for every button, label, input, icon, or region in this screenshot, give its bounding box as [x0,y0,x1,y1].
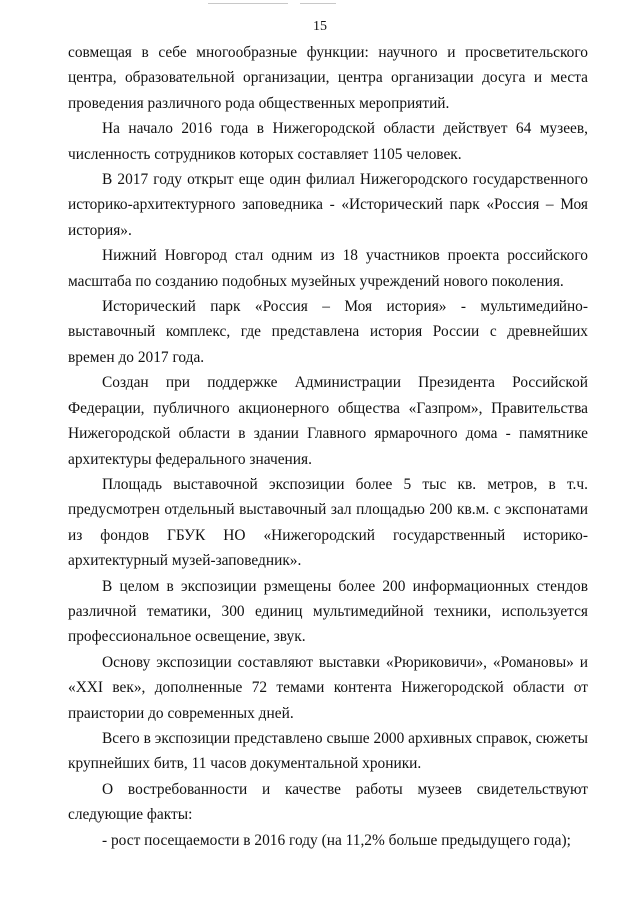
paragraph-stands: В целом в экспозиции рзмещены более 200 информационных стендов различной тематики, 300 единиц мультимедийной техники, используется профессиональное освещение, звук. [68,577,588,646]
paragraph-facts-intro: О востребованности и качестве работы музеев свидетельствуют следующие факты: [68,780,588,824]
paragraph-support: Создан при поддержке Администрации Президента Российской Федерации, публичного акционерного общества «Газпром», Правительства Нижегородской области в здании Главного ярмарочного дома - памятнике архитектуры федерального значения. [68,374,588,468]
paragraph-exhibition-area: Площадь выставочной экспозиции более 5 тыс кв. метров, в т.ч. предусмотрен отдельный выставочный зал площадью 200 кв.м. с экспонатами из фондов ГБУК НО «Нижегородский государственный историко-архитектурный музей-заповедник». [68,475,588,570]
paragraph-new-branch: В 2017 году открыт еще один филиал Нижегородского государственного историко-архитектурного заповедника - «Исторический парк «Россия – Моя история». [68,171,588,239]
paragraph-museum-count: На начало 2016 года в Нижегородской области действует 64 музеев, численность сотрудников которых составляет 1105 человек. [68,120,588,163]
page-number: 15 [313,19,327,34]
paragraph-attendance-growth: - рост посещаемости в 2016 году (на 11,2% больше предыдущего года); [102,831,571,849]
paragraph-exhibitions: Основу экспозиции составляют выставки «Рюриковичи», «Романовы» и «XXI век», дополненные 72 темами контента Нижегородской области от праистории до современных дней. [68,653,588,722]
paragraph-historical-park: Исторический парк «Россия – Моя история» - мультимедийно-выставочный комплекс, где представлена история России с древнейших времен до 2017 года. [68,298,588,366]
paragraph-archives: Всего в экспозиции представлено свыше 2000 архивных справок, сюжеты крупнейших битв, 11 часов документальной хроники. [68,729,588,773]
body-text [68,40,588,853]
scan-header-line [208,3,288,5]
paragraph-project-participants: Нижний Новгород стал одним из 18 участников проекта российского масштаба по созданию подобных музейных учреждений нового поколения. [68,247,588,290]
scan-header-line [300,3,336,5]
paragraph-continuation: совмещая в себе многообразные функции: научного и просветительского центра, образовательной организации, центра организации досуга и места проведения различного рода общественных мероприятий. [68,44,588,112]
